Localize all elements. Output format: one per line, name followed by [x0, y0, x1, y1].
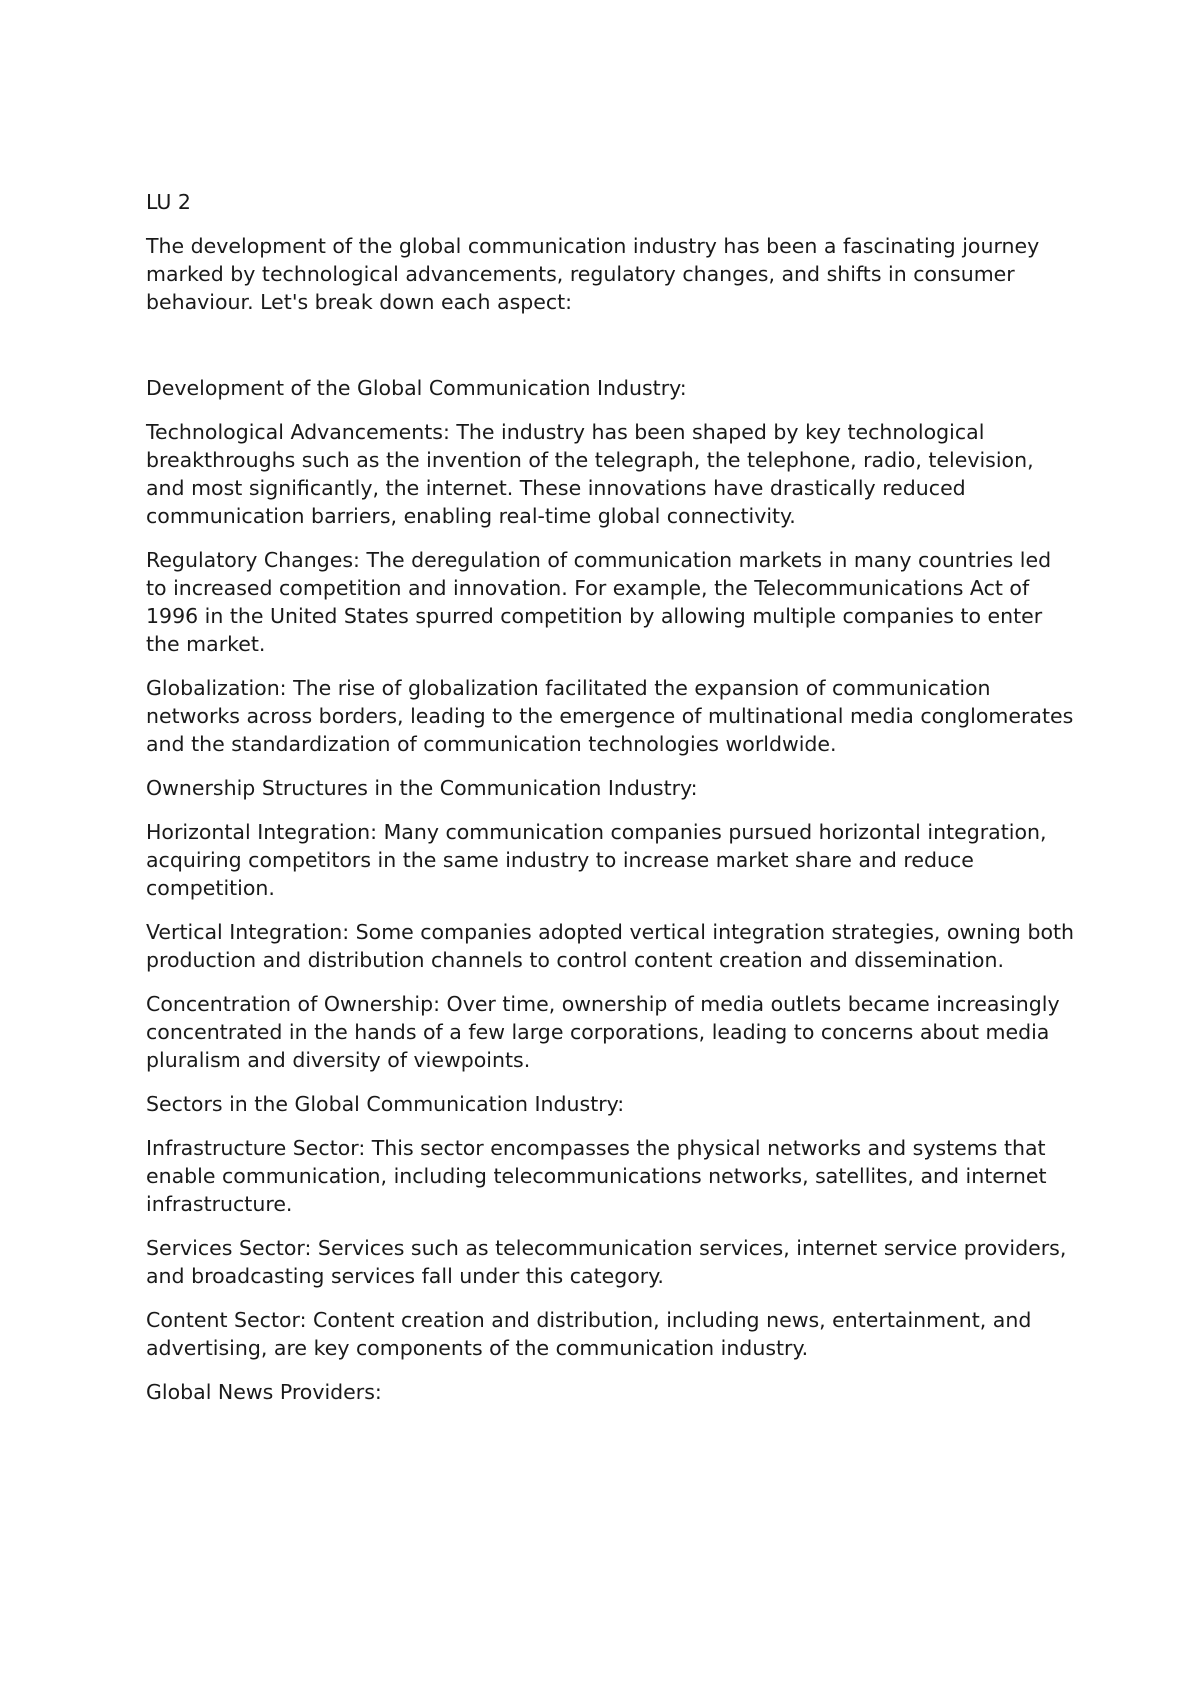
paragraph-infrastructure-sector: Infrastructure Sector: This sector encompasses the physical networks and systems that enable communication, including telecommunications networks, satellites, and internet infrastructure.	[146, 1136, 1047, 1216]
document-heading: LU 2	[146, 190, 191, 214]
paragraph-services-sector: Services Sector: Services such as telecommunication services, internet service providers, and broadcasting services fall under this category.	[146, 1236, 1067, 1288]
paragraph-concentration-of-ownership: Concentration of Ownership: Over time, ownership of media outlets became increasingly concentrated in the hands of a few large corporations, leading to concerns about media pluralism and diversity of viewpoints.	[146, 992, 1060, 1072]
paragraph-content-sector: Content Sector: Content creation and distribution, including news, entertainment, and advertising, are key components of the communication industry.	[146, 1308, 1032, 1360]
paragraph-globalization: Globalization: The rise of globalization facilitated the expansion of communication networks across borders, leading to the emergence of multinational media conglomerates and the standardization of communication technologies worldwide.	[146, 676, 1074, 756]
section-heading-ownership: Ownership Structures in the Communication Industry:	[146, 776, 698, 800]
section-heading-sectors: Sectors in the Global Communication Industry:	[146, 1092, 625, 1116]
section-heading-development: Development of the Global Communication Industry:	[146, 376, 687, 400]
paragraph-regulatory-changes: Regulatory Changes: The deregulation of communication markets in many countries led to increased competition and innovation. For example, the Telecommunications Act of 1996 in the United States spurred competition by allowing multiple companies to enter the market.	[146, 548, 1052, 656]
section-heading-global-news: Global News Providers:	[146, 1380, 382, 1404]
paragraph-horizontal-integration: Horizontal Integration: Many communication companies pursued horizontal integration, acquiring competitors in the same industry to increase market share and reduce competition.	[146, 820, 1047, 900]
paragraph-technological-advancements: Technological Advancements: The industry has been shaped by key technological breakthroughs such as the invention of the telegraph, the telephone, radio, television, and most significantly, the internet. These innovations have drastically reduced communication barriers, enabling real-time global connectivity.	[146, 420, 1034, 528]
paragraph-vertical-integration: Vertical Integration: Some companies adopted vertical integration strategies, owning both production and distribution channels to control content creation and dissemination.	[146, 920, 1075, 972]
document-body	[146, 188, 1076, 1422]
intro-paragraph: The development of the global communication industry has been a fascinating journey marked by technological advancements, regulatory changes, and shifts in consumer behaviour. Let's break down each aspect:	[146, 234, 1040, 314]
